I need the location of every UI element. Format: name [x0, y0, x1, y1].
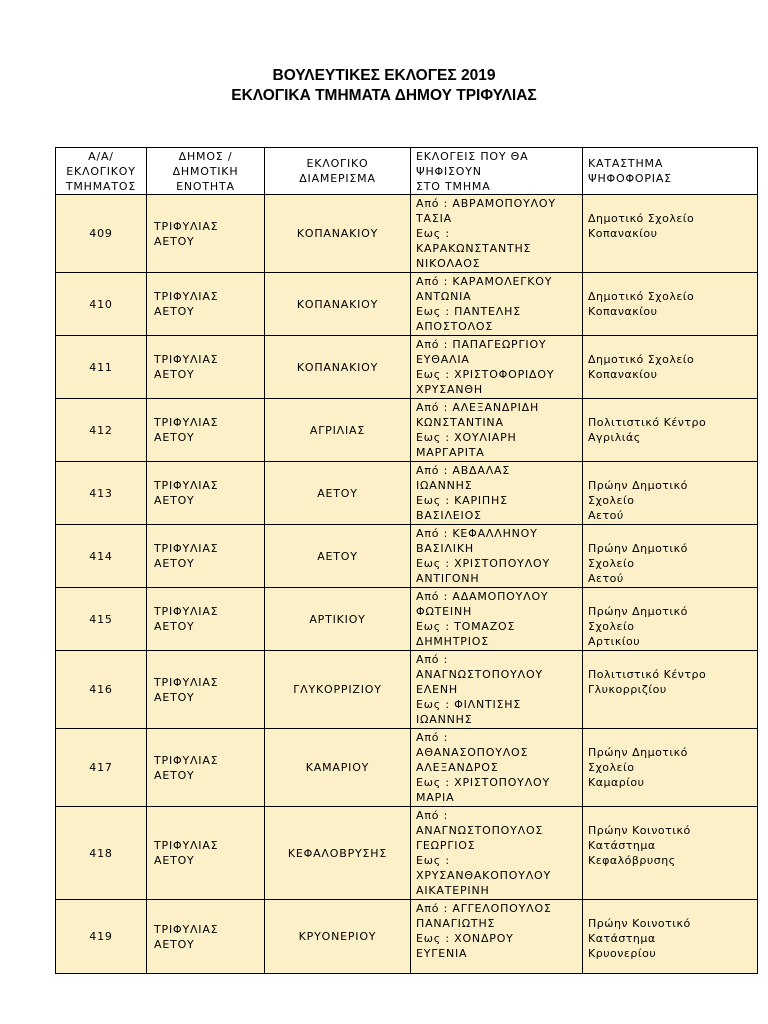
- polling-place-line: Πρώην Κοινοτικό: [588, 917, 691, 930]
- polling-place-line: Πολιτιστικό Κέντρο: [588, 668, 707, 681]
- polling-place-line: Πρώην Δημοτικό: [588, 605, 688, 618]
- voters-line: ΑΘΑΝΑΣΟΠΟΥΛΟΣ: [416, 746, 529, 759]
- municipality-line: ΑΕΤΟΥ: [154, 557, 195, 570]
- voters-line: Από : ΑΛΕΞΑΝΔΡΙΔΗ: [416, 401, 540, 414]
- polling-place-line: Κοπανακίου: [588, 227, 658, 240]
- polling-place-cell: [583, 807, 758, 900]
- municipality-line: ΑΕΤΟΥ: [154, 854, 195, 867]
- municipality-line: ΑΕΤΟΥ: [154, 494, 195, 507]
- municipality-cell: [147, 588, 265, 651]
- section-number-cell: 416: [56, 651, 147, 729]
- polling-place-line: Πολιτιστικό Κέντρο: [588, 416, 707, 429]
- polling-place-line: Αρτικίου: [588, 635, 641, 648]
- electoral-district-cell: ΑΓΡΙΛΙΑΣ: [265, 399, 411, 462]
- polling-place-cell: [583, 651, 758, 729]
- voters-line: ΓΕΩΡΓΙΟΣ: [416, 839, 476, 852]
- voters-line: Εως :: [416, 227, 450, 240]
- table-row: [56, 588, 758, 651]
- section-number-cell: 417: [56, 729, 147, 807]
- municipality-line: ΤΡΙΦΥΛΙΑΣ: [154, 675, 219, 689]
- voters-range-cell: [411, 729, 583, 807]
- polling-place-line: Σχολείο: [588, 620, 635, 633]
- table-row: [56, 195, 758, 273]
- polling-place-line: Σχολείο: [588, 494, 635, 507]
- section-number-cell: 419: [56, 900, 147, 974]
- section-number-cell: 410: [56, 273, 147, 336]
- table-row: [56, 336, 758, 399]
- municipality-line: ΤΡΙΦΥΛΙΑΣ: [154, 753, 219, 767]
- electoral-district-cell: ΑΕΤΟΥ: [265, 525, 411, 588]
- voters-line: ΙΩΑΝΝΗΣ: [416, 713, 473, 726]
- municipality-line: ΑΕΤΟΥ: [154, 431, 195, 444]
- electoral-district-cell: ΑΡΤΙΚΙΟΥ: [265, 588, 411, 651]
- section-number-cell: 418: [56, 807, 147, 900]
- voters-range-cell: [411, 807, 583, 900]
- polling-place-line: Δημοτικό Σχολείο: [588, 353, 695, 366]
- table-row: [56, 399, 758, 462]
- voters-line: ΒΑΣΙΛΕΙΟΣ: [416, 509, 482, 522]
- table-row: [56, 462, 758, 525]
- voters-line: Εως : ΧΟΝΔΡΟΥ: [416, 932, 514, 945]
- voters-line: Εως : ΚΑΡΙΠΗΣ: [416, 494, 508, 507]
- voters-line: ΜΑΡΙΑ: [416, 791, 455, 804]
- electoral-district-cell: ΚΟΠΑΝΑΚΙΟΥ: [265, 195, 411, 273]
- voters-line: Εως : ΧΡΙΣΤΟΠΟΥΛΟΥ: [416, 557, 551, 570]
- voters-line: ΝΙΚΟΛΑΟΣ: [416, 257, 481, 270]
- voters-line: ΤΑΣΙΑ: [416, 212, 452, 225]
- municipality-line: ΤΡΙΦΥΛΙΑΣ: [154, 290, 219, 303]
- polling-place-line: Αετού: [588, 509, 624, 522]
- polling-place-line: Καμαρίου: [588, 776, 645, 789]
- electoral-district-cell: ΚΑΜΑΡΙΟΥ: [265, 729, 411, 807]
- table-row: [56, 807, 758, 900]
- voters-line: ΑΛΕΞΑΝΔΡΟΣ: [416, 761, 499, 774]
- voters-line: ΔΗΜΗΤΡΙΟΣ: [416, 635, 489, 648]
- section-number-cell: 411: [56, 336, 147, 399]
- voters-line: ΧΡΥΣΑΝΘΗ: [416, 383, 483, 396]
- polling-place-line: Κοπανακίου: [588, 368, 658, 381]
- voters-line: Από :: [416, 653, 449, 666]
- header-voters: ΕΚΛΟΓΕΙΣ ΠΟΥ ΘΑ ΨΗΦΙΣΟΥΝ ΣΤΟ ΤΜΗΜΑ: [411, 148, 583, 195]
- voters-line: Από :: [416, 809, 449, 822]
- voters-line: Εως : ΦΙΛΝΤΙΣΗΣ: [416, 698, 522, 711]
- table-row: [56, 729, 758, 807]
- polling-place-cell: [583, 900, 758, 974]
- polling-place-line: Κατάστημα: [588, 932, 656, 945]
- section-number-cell: 414: [56, 525, 147, 588]
- municipality-line: ΑΕΤΟΥ: [154, 937, 195, 951]
- polling-place-line: Κατάστημα: [588, 839, 656, 852]
- polling-place-line: Σχολείο: [588, 557, 635, 570]
- municipality-line: ΑΕΤΟΥ: [154, 690, 195, 704]
- electoral-district-cell: ΑΕΤΟΥ: [265, 462, 411, 525]
- header-polling-place: ΚΑΤΑΣΤΗΜΑ ΨΗΦΟΦΟΡΙΑΣ: [583, 148, 758, 195]
- voters-line: Εως : ΧΡΙΣΤΟΠΟΥΛΟΥ: [416, 776, 551, 789]
- voters-line: ΕΛΕΝΗ: [416, 683, 458, 696]
- polling-place-line: Κοπανακίου: [588, 305, 658, 318]
- voters-range-cell: [411, 195, 583, 273]
- voters-line: Εως :: [416, 854, 450, 867]
- polling-place-cell: [583, 462, 758, 525]
- voters-line: ΧΡΥΣΑΝΘΑΚΟΠΟΥΛΟΥ: [416, 869, 551, 882]
- table-row: [56, 525, 758, 588]
- municipality-cell: [147, 336, 265, 399]
- polling-place-cell: [583, 399, 758, 462]
- voters-line: Από : ΚΑΡΑΜΟΛΕΓΚΟΥ: [416, 275, 553, 288]
- table-header-row: [56, 148, 758, 195]
- polling-place-line: Αγριλιάς: [588, 431, 641, 444]
- voters-line: ΦΩΤΕΙΝΗ: [416, 605, 473, 618]
- polling-place-cell: [583, 195, 758, 273]
- municipality-line: ΑΕΤΟΥ: [154, 368, 195, 381]
- voters-line: Από : ΑΒΔΑΛΑΣ: [416, 464, 511, 477]
- municipality-line: ΤΡΙΦΥΛΙΑΣ: [154, 542, 219, 555]
- polling-place-line: Κεφαλόβρυσης: [588, 854, 676, 867]
- voters-line: ΑΝΑΓΝΩΣΤΟΠΟΥΛΟΣ: [416, 824, 544, 837]
- municipality-line: ΑΕΤΟΥ: [154, 620, 195, 633]
- municipality-line: ΤΡΙΦΥΛΙΑΣ: [154, 605, 219, 618]
- voters-line: Εως : ΧΡΙΣΤΟΦΟΡΙΔΟΥ: [416, 368, 555, 381]
- header-section-number: Α/Α/ ΕΚΛΟΓΙΚΟΥ ΤΜΗΜΑΤΟΣ: [56, 148, 147, 195]
- voters-range-cell: [411, 588, 583, 651]
- section-number-cell: 415: [56, 588, 147, 651]
- voters-line: Από : ΑΓΓΕΛΟΠΟΥΛΟΣ: [416, 902, 552, 915]
- electoral-district-cell: ΚΟΠΑΝΑΚΙΟΥ: [265, 273, 411, 336]
- polling-place-line: Πρώην Δημοτικό: [588, 479, 688, 492]
- voters-line: ΕΥΘΑΛΙΑ: [416, 353, 470, 366]
- header-electoral-district: ΕΚΛΟΓΙΚΟ ΔΙΑΜΕΡΙΣΜΑ: [265, 148, 411, 195]
- municipality-line: ΤΡΙΦΥΛΙΑΣ: [154, 416, 219, 429]
- polling-place-line: Δημοτικό Σχολείο: [588, 290, 695, 303]
- table-row: [56, 273, 758, 336]
- voters-range-cell: [411, 462, 583, 525]
- municipality-line: ΑΕΤΟΥ: [154, 305, 195, 318]
- municipality-line: ΤΡΙΦΥΛΙΑΣ: [154, 219, 219, 233]
- table-row: [56, 651, 758, 729]
- voters-line: Από : ΑΒΡΑΜΟΠΟΥΛΟΥ: [416, 197, 556, 210]
- voters-range-cell: [411, 900, 583, 974]
- polling-stations-table: [55, 147, 758, 974]
- polling-place-line: Πρώην Δημοτικό: [588, 746, 688, 759]
- voters-line: Εως : ΤΟΜΑΖΟΣ: [416, 620, 516, 633]
- voters-line: ΒΑΣΙΛΙΚΗ: [416, 542, 474, 555]
- polling-place-line: Σχολείο: [588, 761, 635, 774]
- section-number-cell: 413: [56, 462, 147, 525]
- municipality-cell: [147, 807, 265, 900]
- municipality-cell: [147, 651, 265, 729]
- electoral-district-cell: ΚΕΦΑΛΟΒΡΥΣΗΣ: [265, 807, 411, 900]
- voters-line: Εως : ΠΑΝΤΕΛΗΣ: [416, 305, 521, 318]
- municipality-line: ΤΡΙΦΥΛΙΑΣ: [154, 922, 219, 936]
- voters-range-cell: [411, 525, 583, 588]
- voters-line: Εως : ΧΟΥΛΙΑΡΗ: [416, 431, 517, 444]
- voters-line: ΑΙΚΑΤΕΡΙΝΗ: [416, 884, 490, 897]
- municipality-cell: [147, 729, 265, 807]
- voters-line: ΑΝΤΩΝΙΑ: [416, 290, 472, 303]
- voters-line: Από :: [416, 731, 449, 744]
- voters-line: ΚΩΝΣΤΑΝΤΙΝΑ: [416, 416, 504, 429]
- voters-range-cell: [411, 336, 583, 399]
- municipality-cell: [147, 273, 265, 336]
- voters-line: ΜΑΡΓΑΡΙΤΑ: [416, 446, 485, 459]
- section-number-cell: 412: [56, 399, 147, 462]
- table-row: [56, 900, 758, 974]
- voters-line: ΑΝΤΙΓΟΝΗ: [416, 572, 480, 585]
- table-body: [56, 195, 758, 974]
- electoral-district-cell: ΚΡΥΟΝΕΡΙΟΥ: [265, 900, 411, 974]
- polling-place-line: Αετού: [588, 572, 624, 585]
- polling-place-line: Πρώην Δημοτικό: [588, 542, 688, 555]
- polling-place-cell: [583, 525, 758, 588]
- municipality-line: ΤΡΙΦΥΛΙΑΣ: [154, 479, 219, 492]
- polling-place-line: Γλυκορριζίου: [588, 683, 667, 696]
- section-number-cell: 409: [56, 195, 147, 273]
- voters-line: ΕΥΓΕΝΙΑ: [416, 947, 468, 960]
- voters-range-cell: [411, 273, 583, 336]
- voters-range-cell: [411, 651, 583, 729]
- municipality-line: ΑΕΤΟΥ: [154, 234, 195, 248]
- municipality-cell: [147, 525, 265, 588]
- polling-place-line: Πρώην Κοινοτικό: [588, 824, 691, 837]
- voters-line: Από : ΚΕΦΑΛΛΗΝΟΥ: [416, 527, 538, 540]
- voters-line: ΚΑΡΑΚΩΝΣΤΑΝΤΗΣ: [416, 242, 532, 255]
- municipality-cell: [147, 900, 265, 974]
- municipality-line: ΑΕΤΟΥ: [154, 768, 195, 782]
- municipality-cell: [147, 462, 265, 525]
- municipality-line: ΤΡΙΦΥΛΙΑΣ: [154, 353, 219, 366]
- polling-place-cell: [583, 336, 758, 399]
- voters-line: ΙΩΑΝΝΗΣ: [416, 479, 473, 492]
- voters-line: ΑΝΑΓΝΩΣΤΟΠΟΥΛΟΥ: [416, 668, 543, 681]
- polling-place-line: Κρυονερίου: [588, 947, 657, 960]
- municipality-cell: [147, 399, 265, 462]
- municipality-cell: [147, 195, 265, 273]
- document-title: [0, 66, 768, 106]
- municipality-line: ΤΡΙΦΥΛΙΑΣ: [154, 839, 219, 852]
- electoral-district-cell: ΓΛΥΚΟΡΡΙΖΙΟΥ: [265, 651, 411, 729]
- voters-range-cell: [411, 399, 583, 462]
- polling-place-cell: [583, 273, 758, 336]
- header-municipality: ΔΗΜΟΣ / ΔΗΜΟΤΙΚΗ ΕΝΟΤΗΤΑ: [147, 148, 265, 195]
- title-line-2: ΕΚΛΟΓΙΚΑ ΤΜΗΜΑΤΑ ΔΗΜΟΥ ΤΡΙΦΥΛΙΑΣ: [231, 87, 537, 104]
- polling-place-line: Δημοτικό Σχολείο: [588, 212, 695, 225]
- voters-line: ΠΑΝΑΓΙΩΤΗΣ: [416, 917, 496, 930]
- title-line-1: ΒΟΥΛΕΥΤΙΚΕΣ ΕΚΛΟΓΕΣ 2019: [272, 67, 496, 84]
- voters-line: Από : ΠΑΠΑΓΕΩΡΓΙΟΥ: [416, 338, 547, 351]
- voters-line: Από : ΑΔΑΜΟΠΟΥΛΟΥ: [416, 590, 549, 603]
- voters-line: ΑΠΟΣΤΟΛΟΣ: [416, 320, 494, 333]
- electoral-district-cell: ΚΟΠΑΝΑΚΙΟΥ: [265, 336, 411, 399]
- polling-place-cell: [583, 729, 758, 807]
- polling-place-cell: [583, 588, 758, 651]
